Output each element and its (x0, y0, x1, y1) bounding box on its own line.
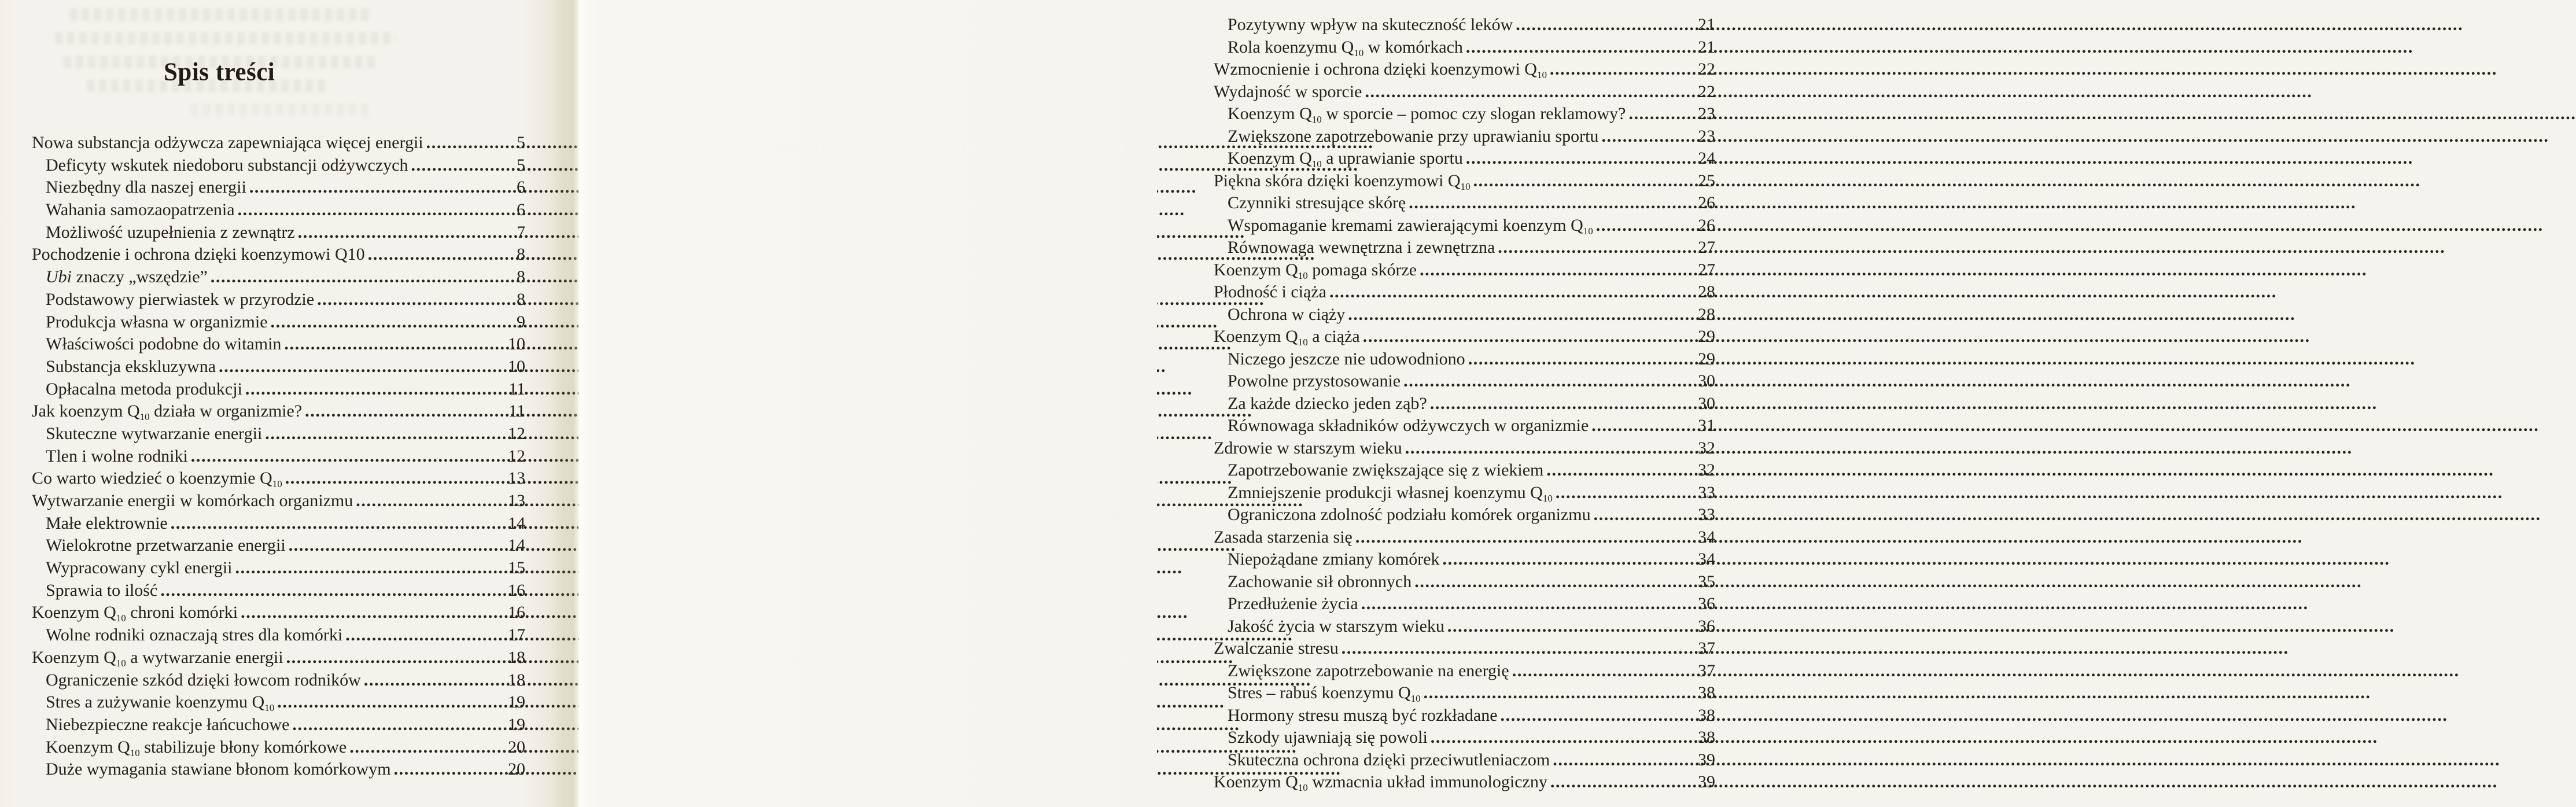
toc-entry (32, 603, 525, 625)
toc-page-number: 12 (508, 423, 525, 443)
toc-entry (1214, 82, 1715, 105)
toc-page-number: 13 (508, 469, 525, 488)
toc-leader-dots (1443, 550, 1697, 569)
toc-page-number: 18 (508, 647, 525, 667)
toc-page-number: 8 (517, 245, 525, 264)
toc-leader-dots (1498, 238, 1697, 257)
toc-page-number: 7 (517, 222, 525, 242)
toc-page-number: 19 (508, 714, 525, 734)
toc-leader-dots (1431, 728, 1697, 747)
toc-entry-label: Zwiększone zapotrzebowanie przy uprawianiu sportu (1228, 126, 1599, 146)
toc-entry-label: Wolne rodniki oznaczają stres dla komórki (46, 625, 343, 645)
toc-page-number: 33 (1698, 505, 1715, 524)
toc-entry (1214, 483, 1715, 506)
book-left-page (0, 0, 578, 807)
toc-page-number: 25 (1698, 171, 1715, 190)
toc-entry-label: Możliwość uzupełnienia z zewnątrz (46, 222, 295, 242)
toc-page-number: 16 (508, 580, 525, 600)
toc-page-number: 19 (508, 692, 525, 712)
toc-leader-dots (1363, 327, 1697, 347)
toc-entry-label: Wytwarzanie energii w komórkach organizmu (32, 491, 353, 510)
toc-page-number: 36 (1698, 616, 1715, 636)
toc-entry (32, 514, 525, 536)
toc-page-number: 21 (1698, 37, 1715, 57)
toc-entry-label: Rola koenzymu $Q_{10}$ w komórkach (1228, 37, 1463, 58)
book-right-page (578, 0, 1715, 807)
toc-page-number: 34 (1698, 550, 1715, 569)
toc-entry (1214, 706, 1715, 728)
toc-page-number: 11 (508, 401, 525, 421)
toc-entry-label: Hormony stresu muszą być rozkładane (1228, 705, 1498, 725)
toc-entry (1214, 639, 1715, 661)
toc-column-left (32, 133, 525, 782)
toc-page-number: 24 (1698, 149, 1715, 168)
ink-bleed-through (191, 103, 370, 116)
toc-entry-label: Podstawowy pierwiastek w przyrodzie (46, 289, 315, 309)
toc-entry (32, 379, 525, 402)
toc-entry (32, 558, 525, 581)
toc-entry-label: Zmniejszenie produkcji własnej koenzymu $Q_{10}$ (1228, 482, 1553, 504)
toc-entry (1214, 550, 1715, 572)
toc-page-number: 39 (1698, 772, 1715, 791)
toc-page-number: 22 (1698, 60, 1715, 79)
toc-leader-dots (345, 625, 507, 645)
toc-entry-label: Duże wymagania stawiane błonom komórkowym (46, 760, 391, 779)
toc-leader-dots (1466, 149, 1697, 168)
toc-page-number: 29 (1698, 327, 1715, 346)
toc-leader-dots (211, 267, 516, 287)
toc-entry-label: Wypracowany cykl energii (46, 558, 233, 578)
toc-page-number: 12 (508, 446, 525, 466)
toc-page-number: 10 (508, 356, 525, 376)
toc-entry-label: Jak koenzym $Q_{10}$ działa w organizmie? (32, 401, 303, 423)
toc-entry-label: Ograniczona zdolność podziału komórek organizmu (1228, 505, 1591, 524)
toc-page-number: 20 (508, 760, 525, 779)
toc-leader-dots (1512, 661, 1697, 681)
toc-entry (32, 357, 525, 379)
toc-page-number: 32 (1698, 460, 1715, 480)
toc-page-number: 35 (1698, 572, 1715, 591)
toc-entry-label: Produkcja własna w organizmie (46, 312, 268, 331)
toc-entry (32, 223, 525, 245)
toc-entry-label: Opłacalna metoda produkcji (46, 379, 242, 399)
toc-entry (1214, 572, 1715, 595)
toc-entry-label: Tlen i wolne rodniki (46, 446, 188, 466)
toc-page-number: 14 (508, 536, 525, 555)
toc-leader-dots (1628, 104, 1697, 124)
toc-entry-label: Zasada starzenia się (1214, 527, 1353, 547)
toc-entry-label: Małe elektrownie (46, 513, 168, 533)
toc-entry-label: Wzmocnienie i ochrona dzięki koenzymowi $Q_{10}$ (1214, 60, 1547, 80)
toc-page-number: 30 (1698, 393, 1715, 413)
toc-leader-dots (368, 245, 516, 264)
toc-leader-dots (1550, 772, 1697, 792)
toc-entry (32, 715, 525, 738)
toc-entry (1214, 104, 1715, 127)
toc-page-number: 6 (517, 178, 525, 197)
toc-page-number: 38 (1698, 728, 1715, 747)
toc-leader-dots (1403, 371, 1697, 391)
toc-entry-label: Koenzym $Q_{10}$ pomaga skórze (1214, 260, 1417, 281)
ink-bleed-through (69, 8, 370, 21)
toc-entry-label: Pozytywny wpływ na skuteczność leków (1228, 15, 1513, 34)
toc-entry (1214, 772, 1715, 795)
toc-entry (32, 267, 525, 290)
toc-entry-label: Koenzym $Q_{10}$ a uprawianie sportu (1228, 149, 1463, 169)
toc-entry (32, 692, 525, 715)
toc-page-number: 26 (1698, 215, 1715, 235)
toc-leader-dots (394, 760, 507, 779)
toc-page-number: 16 (508, 603, 525, 622)
toc-entry (1214, 327, 1715, 349)
toc-entry-label: Powolne przystosowanie (1228, 371, 1401, 390)
toc-page-number: 20 (508, 737, 525, 757)
toc-entry (1214, 617, 1715, 639)
toc-entry (1214, 460, 1715, 483)
toc-leader-dots (317, 290, 516, 309)
toc-page-number: 37 (1698, 661, 1715, 680)
toc-entry-label: Płodność i ciąża (1214, 282, 1326, 301)
toc-entry-label: Przedłużenie życia (1228, 594, 1358, 613)
toc-leader-dots (364, 670, 507, 690)
toc-entry-label: Równowaga składników odżywczych w organizmie (1228, 416, 1589, 435)
toc-page-number: 38 (1698, 683, 1715, 702)
toc-entry (1214, 594, 1715, 617)
toc-entry (1214, 371, 1715, 394)
toc-entry-label: Szkody ujawniają się powoli (1228, 728, 1428, 747)
toc-page-number: 30 (1698, 371, 1715, 390)
toc-leader-dots (241, 603, 507, 622)
toc-entry (32, 625, 525, 648)
toc-entry (1214, 193, 1715, 216)
toc-leader-dots (235, 558, 507, 578)
toc-entry-label: Stres – rabuś koenzymu $Q_{10}$ (1228, 683, 1421, 704)
toc-entry (32, 424, 525, 447)
toc-leader-dots (1591, 416, 1697, 436)
toc-entry (32, 738, 525, 760)
toc-leader-dots (285, 469, 507, 488)
toc-leader-dots (1546, 460, 1697, 480)
toc-entry (1214, 38, 1715, 60)
toc-entry (32, 670, 525, 693)
page-title: Spis treści (164, 58, 275, 86)
toc-entry-label: Koenzym $Q_{10}$ wzmacnia układ immunologiczny (1214, 772, 1547, 793)
toc-entry-label: Co warto wiedzieć o koenzymie $Q_{10}$ (32, 469, 282, 490)
toc-page-number: 23 (1698, 104, 1715, 123)
toc-entry-label: Ograniczenie szkód dzięki łowcom rodników (46, 670, 361, 690)
toc-leader-dots (1550, 60, 1697, 79)
toc-entry (1214, 149, 1715, 171)
toc-entry-label: Czynniki stresujące skórę (1228, 193, 1406, 212)
toc-entry (1214, 60, 1715, 82)
toc-entry (1214, 260, 1715, 283)
toc-entry-label: Skuteczne wytwarzanie energii (46, 423, 263, 443)
toc-leader-dots (277, 692, 507, 712)
toc-leader-dots (1468, 349, 1697, 369)
toc-entry (1214, 127, 1715, 149)
toc-page-number: 34 (1698, 527, 1715, 547)
toc-entry-label: Zwiększone zapotrzebowanie na energię (1228, 661, 1509, 680)
toc-leader-dots (1348, 305, 1697, 325)
toc-entry (32, 133, 525, 156)
toc-entry (32, 334, 525, 357)
toc-entry (32, 536, 525, 558)
toc-page-number: 32 (1698, 438, 1715, 458)
toc-leader-dots (286, 648, 507, 668)
toc-leader-dots (1516, 15, 1697, 35)
toc-page-number: 5 (517, 133, 525, 152)
toc-entry-label: Koenzym $Q_{10}$ a wytwarzanie energii (32, 647, 283, 669)
toc-leader-dots (1420, 260, 1697, 280)
toc-page-number: 17 (508, 625, 525, 645)
toc-leader-dots (305, 401, 508, 421)
toc-leader-dots (1556, 483, 1697, 503)
toc-entry-label: Piękna skóra dzięki koenzymowi $Q_{10}$ (1214, 171, 1471, 192)
toc-entry-label: Wspomaganie kremami zawierającymi koenzym $Q_{10}$ (1228, 215, 1593, 237)
toc-column-right (1214, 15, 1715, 795)
toc-entry-label: Zapotrzebowanie zwiększające się z wiekiem (1228, 460, 1544, 480)
toc-entry-label: Niepożądane zmiany komórek (1228, 550, 1440, 569)
toc-page-number: 13 (508, 491, 525, 510)
toc-entry-label: Zachowanie sił obronnych (1228, 572, 1412, 591)
toc-entry (32, 312, 525, 335)
toc-page-number: 6 (517, 200, 525, 220)
toc-entry-label: Zwalczanie stresu (1214, 639, 1339, 658)
toc-leader-dots (1553, 750, 1697, 770)
toc-page-number: 14 (508, 513, 525, 533)
toc-leader-dots (1601, 127, 1697, 146)
toc-entry (32, 447, 525, 469)
toc-entry (32, 469, 525, 491)
toc-leader-dots (289, 536, 507, 555)
toc-page-number: 26 (1698, 193, 1715, 212)
toc-page-number: 36 (1698, 594, 1715, 613)
toc-entry-label: Zdrowie w starszym wieku (1214, 438, 1402, 458)
toc-leader-dots (298, 223, 516, 242)
toc-entry-label: Ubi znaczy „wszędzie” (46, 267, 208, 287)
toc-page-number: 23 (1698, 126, 1715, 146)
toc-entry-label: Wielokrotne przetwarzanie energii (46, 536, 286, 555)
toc-entry (32, 178, 525, 200)
toc-entry (1214, 505, 1715, 528)
toc-leader-dots (1329, 282, 1697, 302)
toc-entry (1214, 416, 1715, 438)
toc-entry (32, 156, 525, 178)
toc-leader-dots (1447, 617, 1697, 636)
toc-leader-dots (1342, 639, 1697, 658)
toc-entry (1214, 349, 1715, 372)
toc-entry (1214, 661, 1715, 684)
toc-leader-dots (292, 715, 507, 735)
toc-leader-dots (1501, 706, 1697, 725)
toc-entry (1214, 15, 1715, 38)
toc-entry-label: Za każde dziecko jeden ząb? (1228, 393, 1427, 413)
toc-page-number: 15 (508, 558, 525, 578)
toc-entry-label: Jakość życia w starszym wieku (1228, 616, 1444, 636)
toc-entry (32, 581, 525, 603)
toc-page-number: 21 (1698, 15, 1715, 34)
toc-page-number: 28 (1698, 304, 1715, 324)
toc-entry (1214, 238, 1715, 260)
toc-entry-label: Koenzym $Q_{10}$ a ciąża (1214, 327, 1360, 348)
toc-leader-dots (160, 581, 507, 600)
toc-page-number: 39 (1698, 750, 1715, 769)
toc-leader-dots (1361, 594, 1697, 614)
toc-entry-label: Skuteczna ochrona dzięki przeciwutleniaczom (1228, 750, 1550, 769)
toc-entry (32, 401, 525, 424)
toc-leader-dots (1466, 38, 1697, 57)
toc-entry (1214, 394, 1715, 417)
toc-entry (32, 648, 525, 670)
toc-entry-label: Właściwości podobne do witamin (46, 334, 282, 354)
toc-leader-dots (249, 178, 516, 197)
toc-entry (32, 200, 525, 223)
toc-leader-dots (1355, 528, 1697, 547)
toc-leader-dots (426, 133, 516, 153)
toc-entry (32, 245, 525, 267)
toc-leader-dots (171, 514, 507, 533)
toc-page-number: 22 (1698, 82, 1715, 101)
toc-entry-label: Niebezpieczne reakcje łańcuchowe (46, 714, 290, 734)
toc-entry-label: Koenzym $Q_{10}$ chroni komórki (32, 603, 238, 624)
toc-entry (1214, 305, 1715, 327)
toc-leader-dots (284, 334, 507, 354)
toc-entry (1214, 728, 1715, 750)
toc-entry (1214, 438, 1715, 461)
toc-page-number: 8 (517, 289, 525, 309)
toc-entry-label: Deficyty wskutek niedoboru substancji odżywczych (46, 155, 408, 175)
toc-leader-dots (1594, 505, 1697, 525)
toc-leader-dots (271, 312, 516, 332)
toc-entry-label: Substancja ekskluzywna (46, 356, 216, 376)
toc-page-number: 18 (508, 670, 525, 690)
toc-leader-dots (219, 357, 507, 377)
toc-leader-dots (1405, 438, 1697, 458)
toc-entry (32, 491, 525, 514)
toc-entry-label: Równowaga wewnętrzna i zewnętrzna (1228, 238, 1495, 257)
toc-entry (1214, 750, 1715, 773)
ink-bleed-through (55, 32, 396, 45)
toc-entry-label: Ochrona w ciąży (1228, 304, 1346, 324)
toc-leader-dots (1596, 216, 1697, 235)
toc-leader-dots (191, 447, 507, 466)
toc-entry-label: Sprawia to ilość (46, 580, 158, 600)
toc-entry (32, 290, 525, 312)
toc-entry-label: Niezbędny dla naszej energii (46, 178, 246, 197)
toc-entry-label: Niczego jeszcze nie udowodniono (1228, 349, 1465, 369)
toc-page-number: 27 (1698, 260, 1715, 279)
toc-leader-dots (411, 156, 517, 175)
toc-entry-label: Nowa substancja odżywcza zapewniająca więcej energii (32, 133, 423, 152)
toc-page-number: 9 (517, 312, 525, 331)
toc-page-number: 10 (508, 334, 525, 354)
toc-entry (1214, 282, 1715, 305)
toc-leader-dots (1430, 394, 1697, 414)
toc-entry (1214, 683, 1715, 706)
toc-entry (1214, 528, 1715, 550)
toc-page-number: 28 (1698, 282, 1715, 301)
toc-page-number: 29 (1698, 349, 1715, 369)
toc-leader-dots (349, 738, 507, 757)
toc-leader-dots (265, 424, 507, 444)
toc-page-number: 27 (1698, 238, 1715, 257)
toc-entry-label: Pochodzenie i ochrona dzięki koenzymowi Q10 (32, 245, 365, 264)
toc-leader-dots (1473, 171, 1697, 191)
toc-leader-dots (1365, 82, 1697, 102)
toc-leader-dots (238, 200, 516, 220)
toc-entry-label: Wahania samozaopatrzenia (46, 200, 235, 220)
toc-leader-dots (245, 379, 508, 399)
toc-page-number: 11 (508, 379, 525, 399)
toc-leader-dots (1424, 683, 1697, 703)
toc-leader-dots (1414, 572, 1697, 592)
toc-entry-label: Koenzym $Q_{10}$ w sporcie – pomoc czy slogan reklamowy? (1228, 104, 1626, 125)
toc-page-number: 31 (1698, 416, 1715, 435)
toc-leader-dots (1409, 193, 1697, 213)
toc-page-number: 38 (1698, 705, 1715, 725)
toc-page-number: 33 (1698, 482, 1715, 502)
toc-entry (1214, 216, 1715, 238)
toc-page-number: 8 (517, 267, 525, 287)
toc-entry (1214, 171, 1715, 194)
toc-entry-label: Koenzym $Q_{10}$ stabilizuje błony komórkowe (46, 737, 347, 758)
toc-page-number: 5 (517, 155, 525, 175)
toc-entry (32, 760, 525, 782)
toc-entry-label: Stres a zużywanie koenzymu $Q_{10}$ (46, 692, 275, 714)
toc-leader-dots (356, 491, 507, 511)
toc-page-number: 37 (1698, 639, 1715, 658)
toc-entry-label: Wydajność w sporcie (1214, 82, 1362, 101)
